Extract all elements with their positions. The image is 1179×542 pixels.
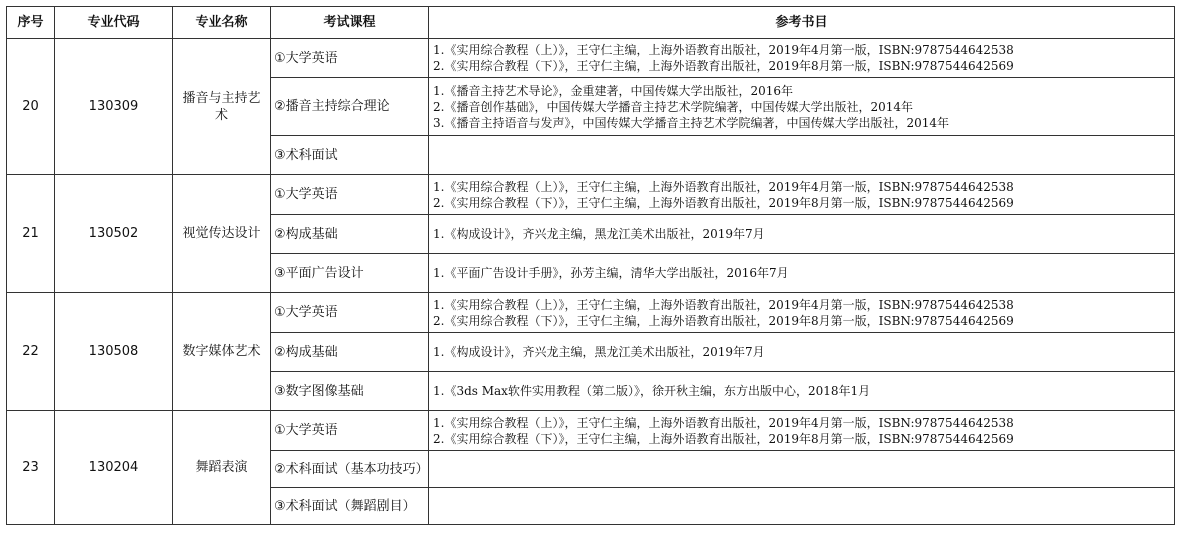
code-cell: 130204 <box>55 411 173 525</box>
major-cell: 数字媒体艺术 <box>173 293 271 411</box>
ref-line: 1.《实用综合教程（上）》，王守仁主编，上海外语教育出版社，2019年4月第一版，ISBN:9787544642538 <box>433 297 1014 312</box>
header-course: 考试课程 <box>271 7 429 39</box>
ref-line: 1.《平面广告设计手册》，孙芳主编，清华大学出版社，2016年7月 <box>433 266 789 280</box>
ref-line: 1.《播音主持艺术导论》，金重建著，中国传媒大学出版社，2016年 <box>433 83 793 98</box>
code-cell: 130502 <box>55 175 173 293</box>
table-row <box>7 293 1175 333</box>
ref-line: 1.《构成设计》，齐兴龙主编，黑龙江美术出版社，2019年7月 <box>433 345 765 359</box>
ref-line: 2.《播音创作基础》，中国传媒大学播音主持艺术学院编著，中国传媒大学出版社，2014年 <box>433 99 913 114</box>
table-body <box>7 39 1175 525</box>
ref-line: 1.《实用综合教程（上）》，王守仁主编，上海外语教育出版社，2019年4月第一版，ISBN:9787544642538 <box>433 43 1014 57</box>
refs-cell <box>429 254 1175 293</box>
header-major: 专业名称 <box>173 7 271 39</box>
refs-cell <box>429 39 1175 78</box>
course-cell: ②播音主持综合理论 <box>271 78 429 136</box>
course-cell: ①大学英语 <box>271 411 429 451</box>
ref-line: 2.《实用综合教程（下）》，王守仁主编，上海外语教育出版社，2019年8月第一版，ISBN:9787544642569 <box>433 431 1014 446</box>
refs-cell <box>429 136 1175 175</box>
seq-cell: 20 <box>7 39 55 175</box>
refs-cell <box>429 78 1175 136</box>
course-cell: ②构成基础 <box>271 333 429 372</box>
seq-cell: 23 <box>7 411 55 525</box>
seq-cell: 21 <box>7 175 55 293</box>
refs-cell <box>429 215 1175 254</box>
ref-line: 2.《实用综合教程（下）》，王守仁主编，上海外语教育出版社，2019年8月第一版，ISBN:9787544642569 <box>433 195 1014 210</box>
refs-cell <box>429 333 1175 372</box>
refs-cell <box>429 293 1175 333</box>
major-cell: 视觉传达设计 <box>173 175 271 293</box>
code-cell: 130508 <box>55 293 173 411</box>
ref-line: 1.《实用综合教程（上）》，王守仁主编，上海外语教育出版社，2019年4月第一版，ISBN:9787544642538 <box>433 179 1014 194</box>
refs-cell <box>429 488 1175 525</box>
refs-cell <box>429 451 1175 488</box>
table-row <box>7 175 1175 215</box>
major-cell: 舞蹈表演 <box>173 411 271 525</box>
header-seq: 序号 <box>7 7 55 39</box>
header-refs: 参考书目 <box>429 7 1175 39</box>
course-cell: ①大学英语 <box>271 39 429 78</box>
ref-line: 1.《3ds Max软件实用教程（第二版）》，徐开秋主编，东方出版中心，2018年1月 <box>433 384 871 398</box>
course-cell: ③数字图像基础 <box>271 372 429 411</box>
course-cell: ②术科面试（基本功技巧） <box>271 451 429 488</box>
refs-cell <box>429 372 1175 411</box>
course-cell: ②构成基础 <box>271 215 429 254</box>
course-cell: ①大学英语 <box>271 293 429 333</box>
course-cell: ③术科面试 <box>271 136 429 175</box>
course-cell: ③术科面试（舞蹈剧目） <box>271 488 429 525</box>
refs-cell <box>429 175 1175 215</box>
header-row <box>7 7 1175 39</box>
ref-line: 1.《构成设计》，齐兴龙主编，黑龙江美术出版社，2019年7月 <box>433 227 765 241</box>
ref-line: 3.《播音主持语音与发声》，中国传媒大学播音主持艺术学院编著，中国传媒大学出版社，2014年 <box>433 115 949 130</box>
admissions-table <box>6 6 1175 525</box>
code-cell: 130309 <box>55 39 173 175</box>
course-cell: ③平面广告设计 <box>271 254 429 293</box>
table-row <box>7 411 1175 451</box>
refs-cell <box>429 411 1175 451</box>
course-cell: ①大学英语 <box>271 175 429 215</box>
ref-line: 2.《实用综合教程（下）》，王守仁主编，上海外语教育出版社，2019年8月第一版，ISBN:9787544642569 <box>433 59 1014 73</box>
header-code: 专业代码 <box>55 7 173 39</box>
ref-line: 2.《实用综合教程（下）》，王守仁主编，上海外语教育出版社，2019年8月第一版，ISBN:9787544642569 <box>433 313 1014 328</box>
seq-cell: 22 <box>7 293 55 411</box>
table-row <box>7 39 1175 78</box>
major-cell: 播音与主持艺术 <box>173 39 271 175</box>
ref-line: 1.《实用综合教程（上）》，王守仁主编，上海外语教育出版社，2019年4月第一版，ISBN:9787544642538 <box>433 415 1014 430</box>
